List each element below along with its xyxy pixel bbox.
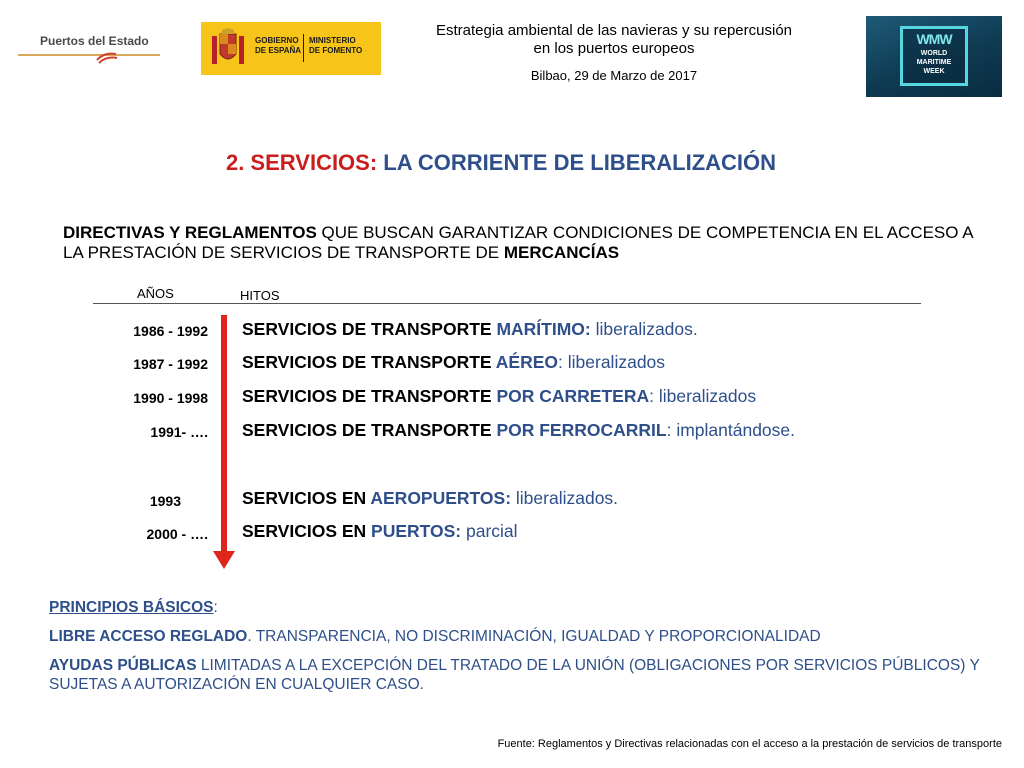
milestone-item: SERVICIOS DE TRANSPORTE MARÍTIMO: liberalizados. bbox=[242, 319, 698, 339]
years-column-header: AÑOS bbox=[137, 286, 174, 301]
down-arrow-icon bbox=[212, 315, 236, 570]
gov-logo-left-text: GOBIERNO DE ESPAÑA bbox=[255, 36, 302, 55]
slide-title: 2. SERVICIOS: LA CORRIENTE DE LIBERALIZACIÓN bbox=[225, 150, 777, 175]
milestone-item: SERVICIOS DE TRANSPORTE POR FERROCARRIL: implantándose. bbox=[242, 420, 796, 440]
event-date: Bilbao, 29 de Marzo de 2017 bbox=[530, 68, 698, 83]
puertos-del-estado-logo bbox=[18, 30, 163, 70]
principle-item: LIBRE ACCESO REGLADO. TRANSPARENCIA, NO DISCRIMINACIÓN, IGUALDAD Y PROPORCIONALIDAD bbox=[49, 628, 821, 645]
year-label: 1991- …. bbox=[150, 424, 208, 440]
milestones-column-header: HITOS bbox=[240, 288, 280, 303]
milestone-item: SERVICIOS DE TRANSPORTE POR CARRETERA: liberalizados bbox=[242, 386, 757, 406]
puertos-logo-text: Puertos del Estado bbox=[40, 34, 149, 48]
year-label: 1986 - 1992 bbox=[133, 323, 208, 339]
principle-item: AYUDAS PÚBLICAS LIMITADAS A LA EXCEPCIÓN DEL TRATADO DE LA UNIÓN (OBLIGACIONES POR SERVICIOS PÚBLICOS) Y SUJETAS A AUTORIZACIÓN EN CUALQUIER CASO. bbox=[49, 657, 980, 693]
event-title: Estrategia ambiental de las navieras y su repercusión en los puertos europeos bbox=[435, 22, 793, 57]
gobierno-de-espana-logo bbox=[201, 22, 381, 75]
principles-section bbox=[49, 598, 999, 704]
year-label: 1987 - 1992 bbox=[133, 356, 208, 372]
gov-logo-right-text: MINISTERIO DE FOMENTO bbox=[309, 36, 363, 55]
milestone-item: SERVICIOS EN PUERTOS: parcial bbox=[242, 521, 518, 541]
principles-heading: PRINCIPIOS BÁSICOS: bbox=[49, 599, 218, 616]
milestone-item: SERVICIOS DE TRANSPORTE AÉREO: liberalizados bbox=[242, 352, 666, 372]
header-divider bbox=[93, 303, 921, 304]
year-label: 1993 bbox=[149, 493, 181, 509]
intro-text: DIRECTIVAS Y REGLAMENTOS QUE BUSCAN GARANTIZAR CONDICIONES DE COMPETENCIA EN EL ACCESO A LA PRESTACIÓN DE SERVICIOS DE TRANSPORTE DE MERCANCÍAS bbox=[63, 223, 973, 262]
year-label: 1990 - 1998 bbox=[133, 390, 208, 406]
coat-of-arms-icon bbox=[209, 28, 247, 70]
world-maritime-week-logo: WMW WORLD MARITIME WEEK bbox=[866, 16, 1002, 97]
milestone-item: SERVICIOS EN AEROPUERTOS: liberalizados. bbox=[242, 488, 619, 508]
source-footnote: Fuente: Reglamentos y Directivas relacionadas con el acceso a la prestación de servicios de transporte bbox=[497, 738, 1002, 750]
swoosh-icon bbox=[96, 50, 118, 64]
year-label: 2000 - …. bbox=[146, 526, 208, 542]
